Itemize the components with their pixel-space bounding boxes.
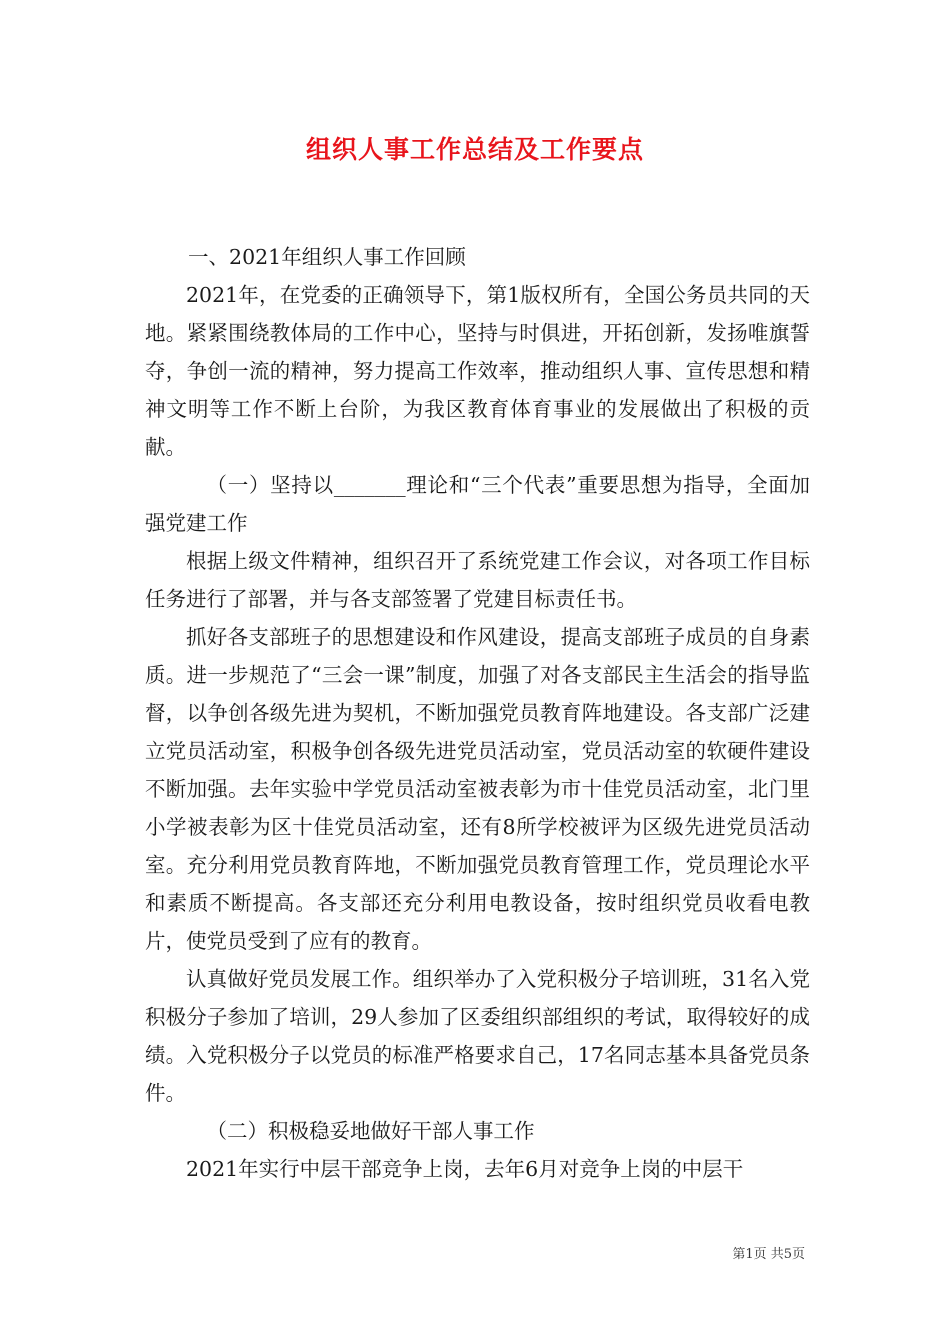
- document-body: [145, 238, 810, 1188]
- subsection-heading: （一）坚持以_______理论和“三个代表”重要思想为指导，全面加强党建工作: [145, 473, 810, 535]
- paragraph: 抓好各支部班子的思想建设和作风建设，提高支部班子成员的自身素质。进一步规范了“三会一课”制度，加强了对各支部民主生活会的指导监督，以争创各级先进为契机，不断加强党员教育阵地建设。各支部广泛建立党员活动室，积极争创各级先进党员活动室，党员活动室的软硬件建设不断加强。去年实验中学党员活动室被表彰为市十佳党员活动室，北门里小学被表彰为区十佳党员活动室，还有8所学校被评为区级先进党员活动室。充分利用党员教育阵地，不断加强党员教育管理工作，党员理论水平和素质不断提高。各支部还充分利用电教设备，按时组织党员收看电教片，使党员受到了应有的教育。: [145, 625, 810, 953]
- paragraph: 2021年实行中层干部竞争上岗，去年6月对竞争上岗的中层干: [186, 1157, 744, 1181]
- paragraph: 2021年，在党委的正确领导下，第1版权所有，全国公务员共同的天地。紧紧围绕教体局的工作中心，坚持与时俱进，开拓创新，发扬唯旗誓夺，争创一流的精神，努力提高工作效率，推动组织人事、宣传思想和精神文明等工作不断上台阶，为我区教育体育事业的发展做出了积极的贡献。: [145, 283, 810, 459]
- page-number: 第1页 共5页: [732, 1247, 805, 1262]
- paragraph: 根据上级文件精神，组织召开了系统党建工作会议，对各项工作目标任务进行了部署，并与各支部签署了党建目标责任书。: [145, 549, 810, 611]
- paragraph: 认真做好党员发展工作。组织举办了入党积极分子培训班，31名入党积极分子参加了培训，29人参加了区委组织部组织的考试，取得较好的成绩。入党积极分子以党员的标准严格要求自己，17名同志基本具备党员条件。: [145, 967, 810, 1105]
- subsection-heading: （二）积极稳妥地做好干部人事工作: [206, 1119, 535, 1143]
- section-heading: 一、2021年组织人事工作回顾: [188, 245, 466, 269]
- document-title: 组织人事工作总结及工作要点: [305, 135, 644, 164]
